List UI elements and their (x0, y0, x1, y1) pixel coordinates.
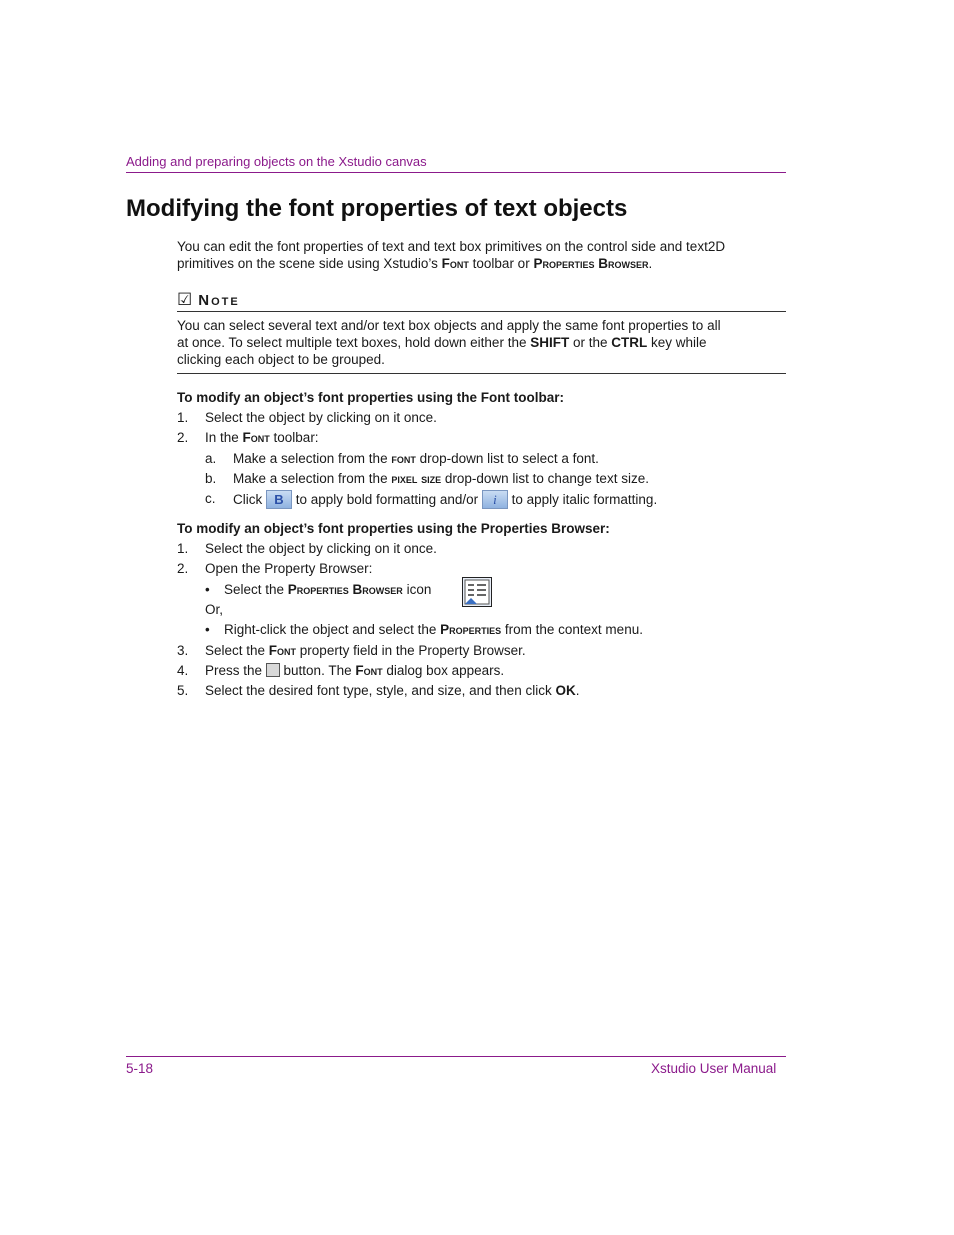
header-rule (126, 172, 786, 173)
font-term: Font (441, 256, 469, 271)
italic-button-icon: i (482, 490, 508, 509)
properties-browser-icon (462, 577, 492, 612)
p2-step-1: 1. Select the object by clicking on it once. (177, 541, 437, 556)
note-label: Note (198, 291, 240, 309)
p2-bullet-2: • Right-click the object and select the Properties from the context menu. (205, 622, 643, 637)
footer-rule (126, 1056, 786, 1057)
intro-line-2: primitives on the scene side using Xstudio’s Font toolbar or Properties Browser. (177, 256, 653, 271)
p2-step-5: 5. Select the desired font type, style, and size, and then click OK. (177, 683, 580, 698)
bold-button-icon: B (266, 490, 292, 509)
procedure-1-heading: To modify an object’s font properties using the Font toolbar: (177, 390, 564, 405)
note-line-1: You can select several text and/or text box objects and apply the same font properties to all (177, 318, 721, 333)
p1-sub-a: a. Make a selection from the font drop-down list to select a font. (205, 451, 599, 466)
ellipsis-button-icon (266, 663, 280, 677)
note-heading (177, 290, 240, 310)
note-top-rule (177, 311, 786, 312)
p1-step-2: 2. In the Font toolbar: (177, 430, 319, 445)
ok-term: OK (555, 683, 576, 698)
note-line-2: at once. To select multiple text boxes, hold down either the SHIFT or the CTRL key while (177, 335, 707, 350)
note-body (177, 317, 747, 368)
p1-sub-b: b. Make a selection from the pixel size drop-down list to change text size. (205, 471, 649, 486)
p1-sub-c: c. Click B to apply bold formatting and/or i to apply italic formatting. (205, 491, 658, 508)
p2-bullet-1: • Select the Properties Browser icon (205, 582, 432, 597)
running-header: Adding and preparing objects on the Xstudio canvas (126, 154, 427, 169)
note-line-3: clicking each object to be grouped. (177, 352, 385, 367)
intro-line-1: You can edit the font properties of text and text box primitives on the control side and text2D (177, 239, 726, 254)
intro-paragraph (177, 238, 757, 272)
manual-title: Xstudio User Manual (651, 1061, 777, 1076)
check-box-icon: ☑ (177, 290, 193, 309)
p2-step-3: 3. Select the Font property field in the Property Browser. (177, 643, 526, 658)
shift-key: SHIFT (530, 335, 570, 350)
properties-browser-term: Properties Browser (533, 256, 649, 271)
page-title: Modifying the font properties of text objects (126, 195, 628, 222)
page-number: 5-18 (126, 1061, 154, 1076)
p2-step-2: 2. Open the Property Browser: (177, 561, 373, 576)
p2-step-4: 4. Press the button. The Font dialog box appears. (177, 663, 505, 678)
ctrl-key: CTRL (611, 335, 648, 350)
p1-step-1: 1. Select the object by clicking on it once. (177, 410, 437, 425)
p2-or: Or, (205, 602, 224, 617)
note-bottom-rule (177, 373, 786, 374)
procedure-2-heading: To modify an object’s font properties using the Properties Browser: (177, 521, 610, 536)
